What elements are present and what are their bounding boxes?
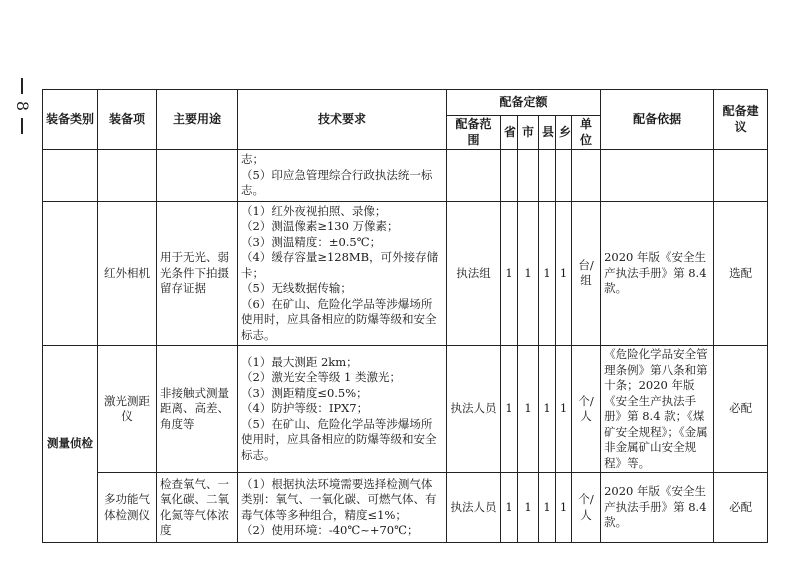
- province-count: 1: [501, 346, 518, 473]
- scope-cell: 执法组: [447, 201, 501, 346]
- town-count: 1: [556, 473, 572, 543]
- table-row: [43, 346, 768, 473]
- header-city: 市: [518, 116, 539, 150]
- tech-infrared-camera: [238, 201, 447, 346]
- header-item: 装备项: [98, 90, 157, 150]
- town-count: 1: [556, 346, 572, 473]
- basis-cell: 2020 年版《安全生产执法手册》第 8.4 款。: [601, 201, 714, 346]
- category-measure: 测量侦检: [43, 346, 98, 543]
- header-purpose: 主要用途: [157, 90, 238, 150]
- tech-line: （1）最大测距 2km；: [241, 354, 358, 369]
- tech-line: （1）根据执法环境需要选择检测气体类别：氧气、一氧化碳、可燃气体、有毒气体等多种组合，精度≤1%；: [241, 476, 437, 522]
- tech-line: （2）测温像素≥130 万像素；: [241, 219, 399, 233]
- county-count: 1: [539, 473, 556, 543]
- purpose-laser-rangefinder: 非接触式测量距离、高差、角度等: [157, 346, 238, 473]
- item-gas-detector: 多功能气体检测仪: [98, 473, 157, 543]
- header-unit: 单位: [572, 116, 601, 150]
- unit-cell: 个/人: [572, 473, 601, 543]
- cell-item: [98, 150, 157, 202]
- cell-tech: [238, 150, 447, 202]
- basis-cell: 2020 年版《安全生产执法手册》第 8.4 款。: [601, 473, 714, 543]
- header-county: 县: [539, 116, 556, 150]
- cell-purpose: [157, 150, 238, 202]
- county-count: 1: [539, 346, 556, 473]
- province-count: 1: [501, 201, 518, 346]
- town-count: 1: [556, 201, 572, 346]
- purpose-infrared-camera: 用于无光、弱光条件下拍摄留存证据: [157, 201, 238, 346]
- tech-line: （4）缓存容量≥128MB，可外接存储卡；: [241, 250, 439, 280]
- tech-line: （4）防护等级：IPX7；: [241, 401, 369, 416]
- suggestion-cell: 选配: [714, 201, 768, 346]
- unit-cell: 台/组: [572, 201, 601, 346]
- tech-line: （2）激光安全等级 1 类激光；: [241, 370, 401, 385]
- header-tech: 技术要求: [238, 90, 447, 150]
- item-laser-rangefinder: 激光测距仪: [98, 346, 157, 473]
- tech-laser-rangefinder: [238, 346, 447, 473]
- tech-line: （1）红外夜视拍照、录像；: [241, 203, 387, 218]
- cell-category: [43, 201, 98, 346]
- scope-cell: 执法人员: [447, 473, 501, 543]
- scope-cell: 执法人员: [447, 346, 501, 473]
- page-number: 8: [13, 100, 32, 112]
- equipment-table: [42, 89, 768, 543]
- city-count: 1: [518, 201, 539, 346]
- page-number-bar-top: [21, 78, 23, 94]
- table-row: [43, 473, 768, 543]
- header-scope: 配备范围: [447, 116, 501, 150]
- header-town: 乡: [556, 116, 572, 150]
- header-quota: 配备定额: [447, 90, 601, 116]
- header-basis: 配备依据: [601, 90, 714, 150]
- header-province: 省: [501, 116, 518, 150]
- basis-cell: 《危险化学品安全管理条例》第八条和第十条；2020 年版《安全生产执法手册》第 8.4 款；《煤矿安全规程》；《金属非金属矿山安全规程》等。: [601, 346, 714, 473]
- city-count: 1: [518, 473, 539, 543]
- suggestion-cell: 必配: [714, 346, 768, 473]
- tech-line: （5）无线数据传输；: [241, 281, 352, 295]
- purpose-gas-detector: 检查氧气、一氧化碳、二氧化氮等气体浓度: [157, 473, 238, 543]
- header-category: 装备类别: [43, 90, 98, 150]
- county-count: 1: [539, 201, 556, 346]
- tech-line: （2）使用环境：-40℃~+70℃；: [241, 523, 419, 537]
- tech-line: （5）印应急管理综合行政执法统一标志。: [241, 167, 433, 197]
- tech-line: （3）测距精度≤0.5%；: [241, 385, 368, 400]
- tech-line: （6）在矿山、危险化学品等涉爆场所使用时，应具备相应的防爆等级和安全标志。: [241, 296, 437, 342]
- tech-line: 志；: [241, 152, 264, 166]
- page-number-bar-bottom: [21, 118, 23, 134]
- tech-line: （3）测温精度：±0.5℃；: [241, 234, 382, 249]
- table-row: [43, 201, 768, 346]
- tech-line: （5）在矿山、危险化学品等涉爆场所使用时，应具备相应的防爆等级和安全标志。: [241, 416, 437, 462]
- province-count: 1: [501, 473, 518, 543]
- cell-category: [43, 150, 98, 202]
- tech-gas-detector: [238, 473, 447, 543]
- item-infrared-camera: 红外相机: [98, 201, 157, 346]
- city-count: 1: [518, 346, 539, 473]
- table-row: [43, 150, 768, 202]
- page-number-marker: [14, 78, 30, 148]
- header-suggestion: 配备建议: [714, 90, 768, 150]
- unit-cell: 个/人: [572, 346, 601, 473]
- suggestion-cell: 必配: [714, 473, 768, 543]
